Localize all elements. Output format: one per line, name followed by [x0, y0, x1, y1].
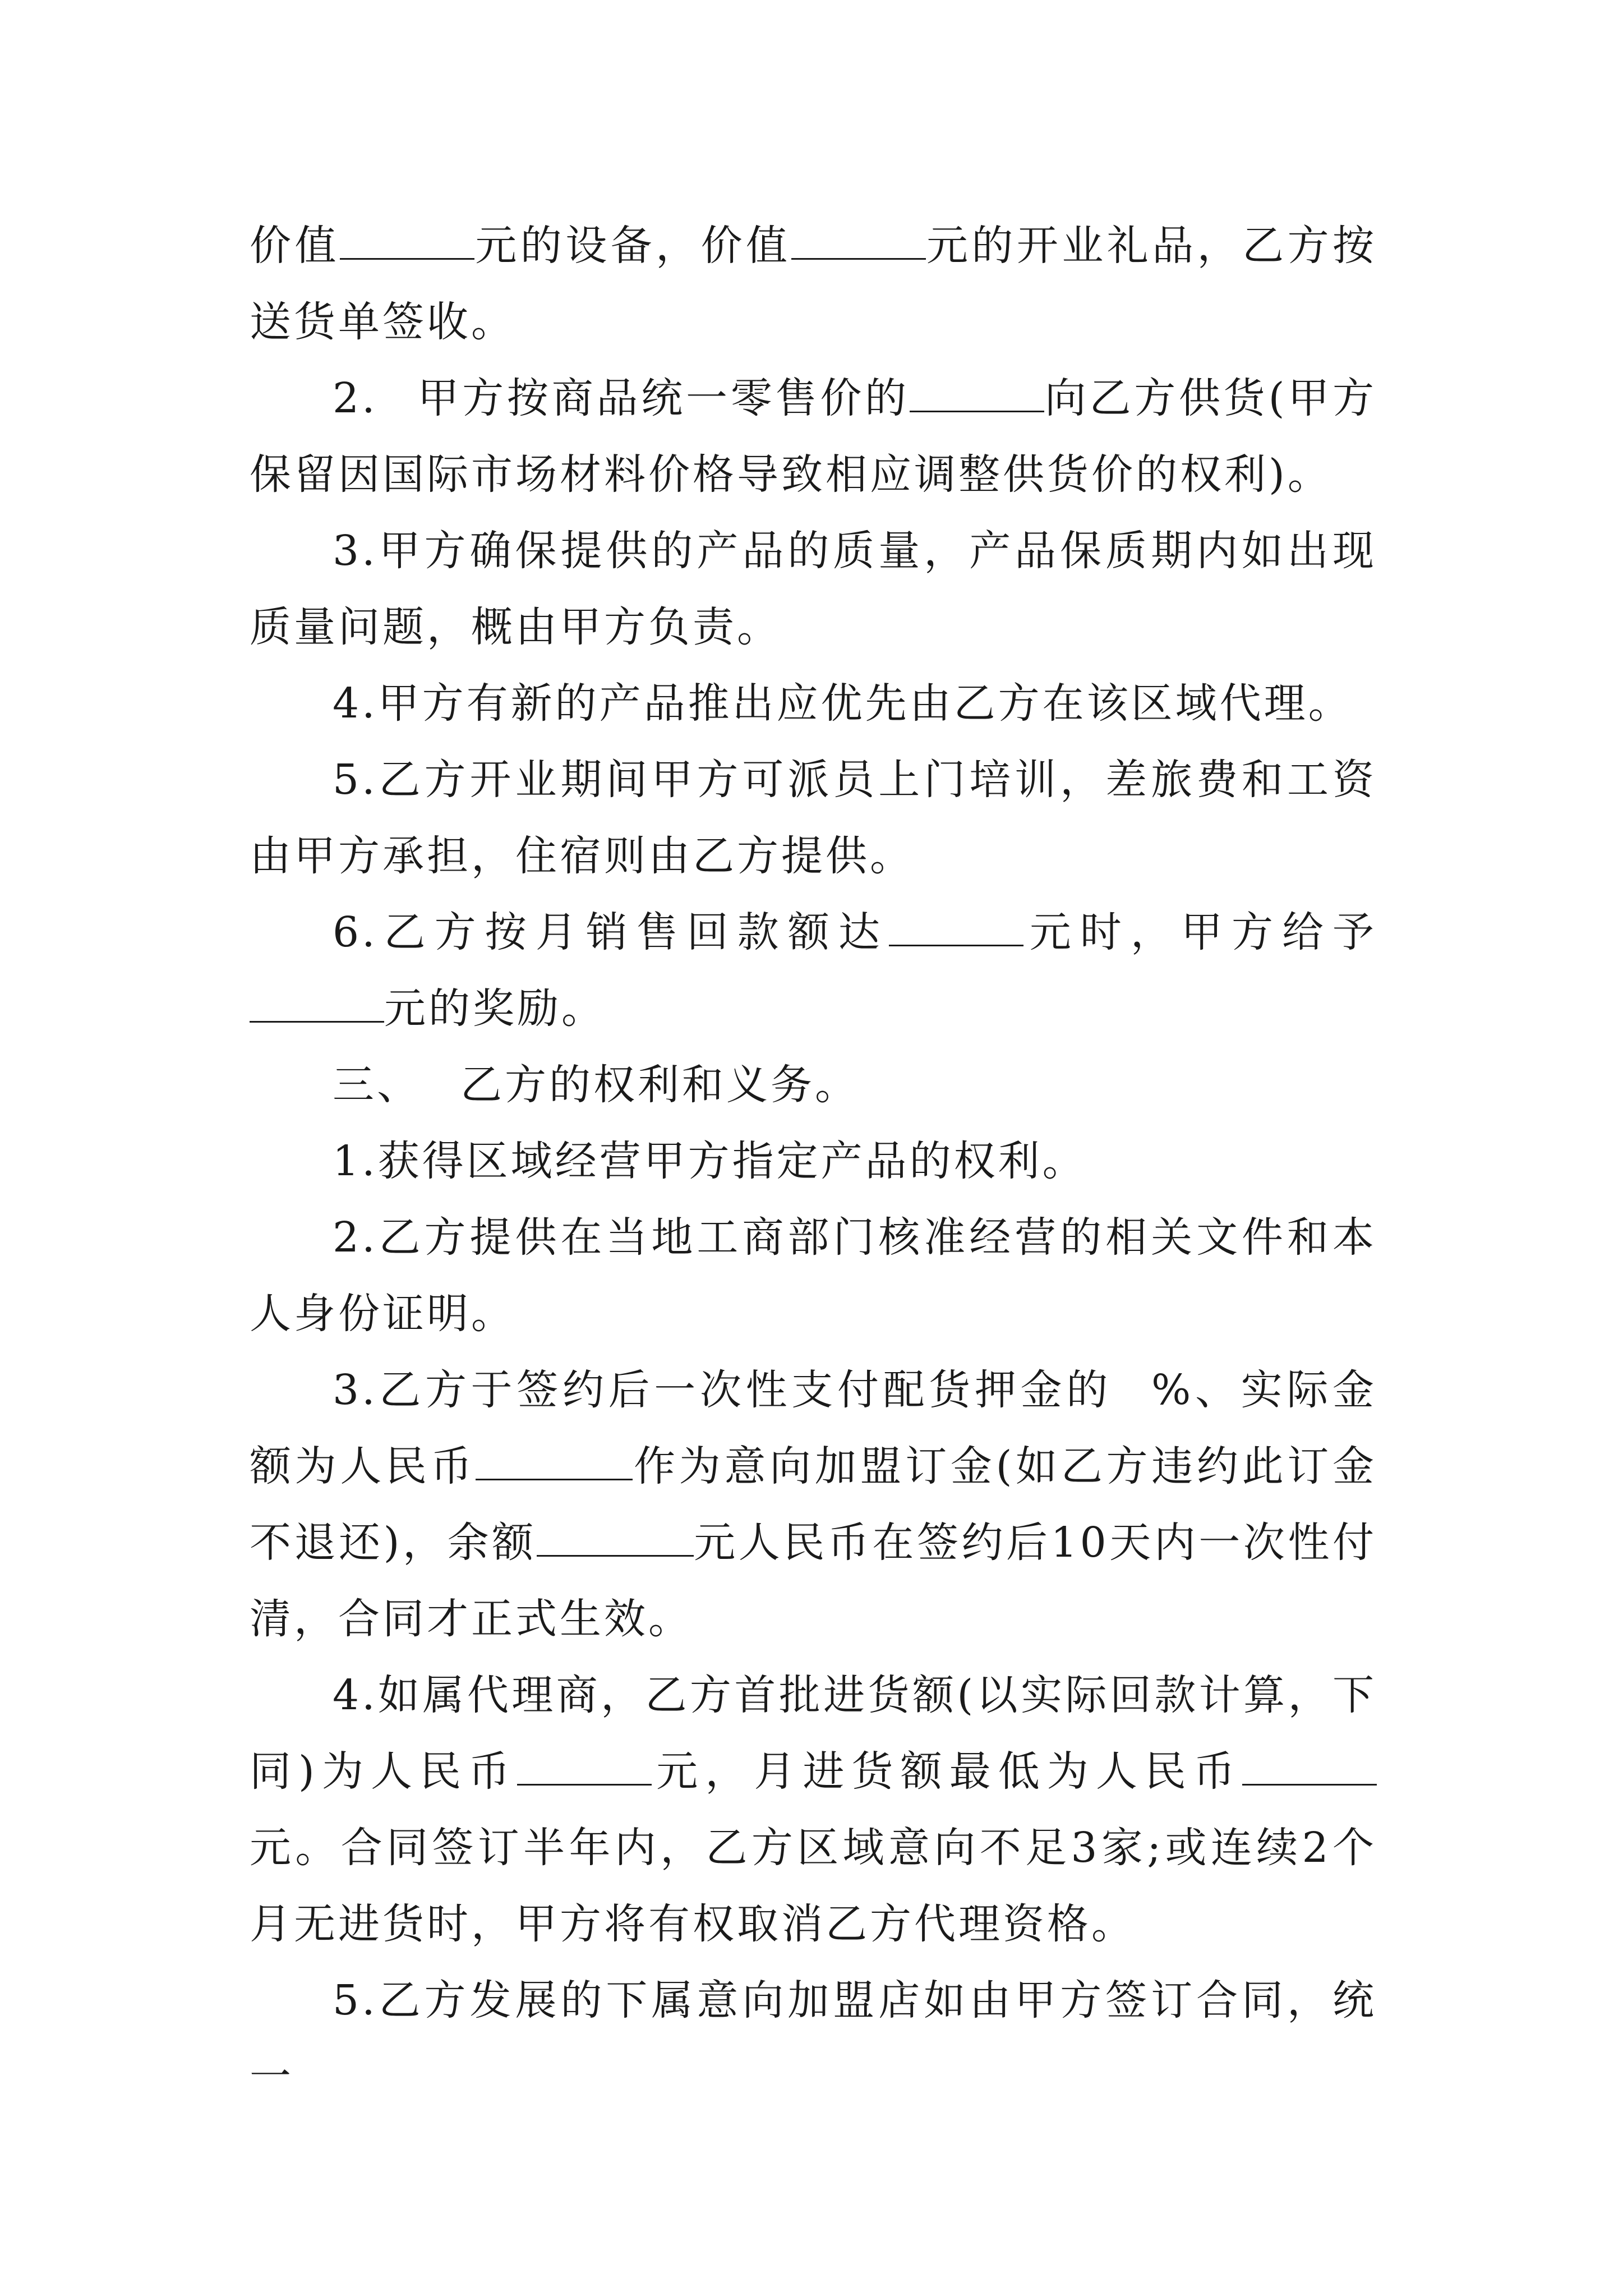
clause-franchise-stores: 5.乙方发展的下属意向加盟店如由甲方签订合同，统一: [250, 1976, 1377, 2101]
clause-new-products: 4.甲方有新的产品推出应优先由乙方在该区域代理。: [333, 679, 1353, 728]
text-segment: 向乙方供货(甲方保留因国际市场材料价格导致相应调整供货价的权利)。: [250, 374, 1377, 499]
clause-regional-rights: 1.获得区域经营甲方指定产品的权利。: [333, 1137, 1087, 1185]
fill-blank: [1242, 1749, 1377, 1786]
fill-blank: [250, 986, 384, 1023]
clause-supply-price: [250, 360, 1377, 513]
clause-agent-purchase: [250, 1657, 1377, 1962]
text-segment: 元的奖励。: [384, 984, 606, 1033]
text-segment: 6.乙方按月销售回款额达: [333, 908, 889, 956]
section-title: 乙方的权利和义务。: [460, 1061, 859, 1109]
clause-training: 5.乙方开业期间甲方可派员上门培训，差旅费和工资由甲方承担，住宿则由乙方提供。: [250, 756, 1377, 880]
section-number: 三、: [333, 1061, 421, 1109]
text-segment: 元的开业礼品，乙方按送货单签收。: [250, 222, 1377, 346]
text-segment: 4.如属代理商，乙方首批进货额(以实际回款计算，下同)为人民币: [250, 1671, 1377, 1796]
text-segment: 甲方按商品统一零售价的: [417, 374, 910, 422]
text-segment: 价值: [250, 222, 340, 270]
fill-blank: [910, 376, 1044, 412]
clause-quality: 3.甲方确保提供的产品的质量，产品保质期内如出现质量问题，概由甲方负责。: [250, 527, 1377, 651]
fill-blank: [791, 223, 926, 260]
fill-blank: [340, 223, 474, 260]
fill-blank: [476, 1444, 633, 1480]
fill-blank: [537, 1520, 694, 1557]
text-segment: 元。合同签订半年内，乙方区域意向不足3家;或连续2个月无进货时，甲方将有权取消乙方代理资格。: [250, 1824, 1377, 1948]
text-segment: %、实际金额为人民币: [250, 1366, 1377, 1490]
clause-reward: [250, 894, 1377, 1047]
text-segment: 元，月进货额最低为人民币: [652, 1747, 1243, 1796]
paragraph-equipment-gifts: [250, 208, 1377, 360]
text-segment: 3.乙方于签约后一次性支付配货押金的: [333, 1366, 1112, 1414]
text-segment: 元人民币在签约后10天内一次性付清，合同才正式生效。: [250, 1519, 1377, 1643]
clause-documents: 2.乙方提供在当地工商部门核准经营的相关文件和本人身份证明。: [250, 1213, 1377, 1338]
contract-body: [250, 208, 1377, 2115]
text-segment: 元时，甲方给予: [1023, 908, 1377, 956]
text-segment: 作为意向加盟订金(如乙方违约此订金不退还)，余额: [250, 1442, 1377, 1567]
fill-blank: [517, 1749, 652, 1786]
clause-deposit: [250, 1352, 1377, 1657]
text-segment: 元的设备，价值: [474, 222, 791, 270]
fill-blank: [889, 910, 1023, 946]
clause-number: 2.: [333, 374, 378, 422]
section-heading-party-b: [250, 1047, 1377, 1123]
